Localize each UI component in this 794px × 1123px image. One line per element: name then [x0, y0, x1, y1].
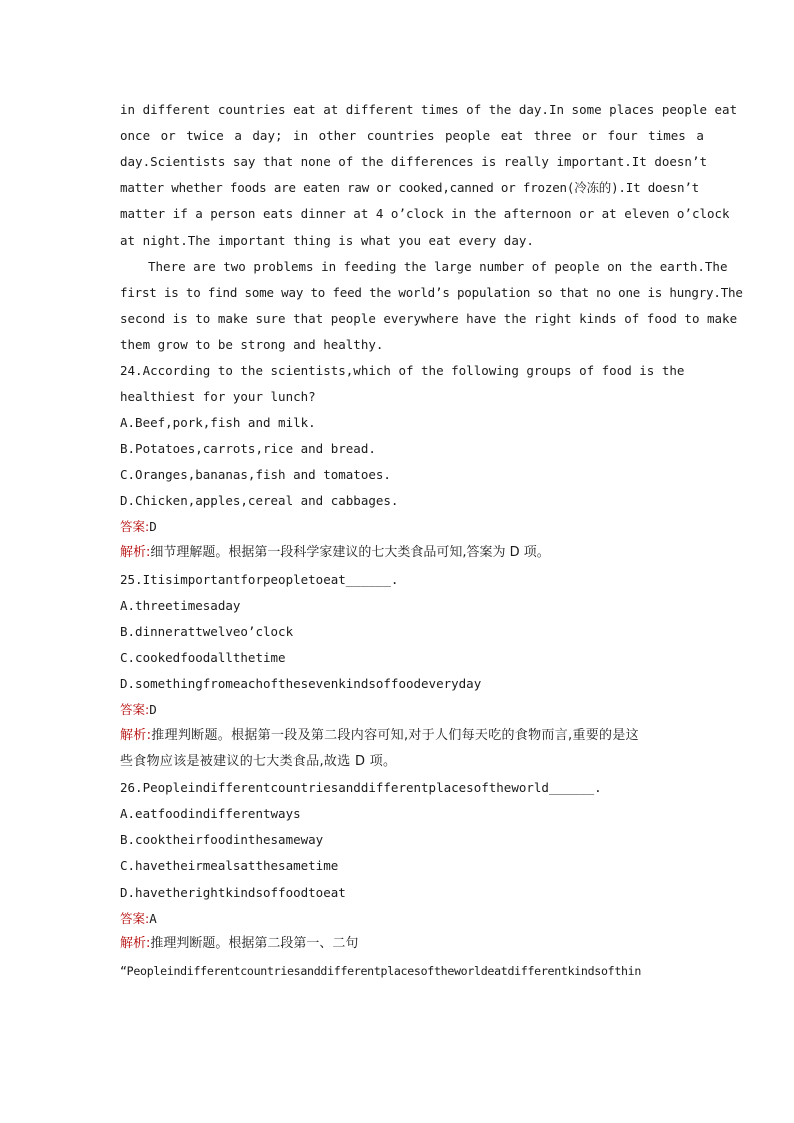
option-d: D.havetherightkindsoffoodtoeat: [120, 885, 346, 900]
question-stem: healthiest for your lunch?: [120, 389, 316, 404]
passage-line: There are two problems in feeding the large number of people on the earth.The: [148, 259, 728, 274]
analysis-line: [120, 545, 676, 561]
option-a: A.eatfoodindifferentways: [120, 806, 301, 821]
answer-line: [120, 702, 676, 718]
analysis-label: 解析:: [120, 936, 151, 951]
passage-line: in different countries eat at different times of the day.In some places people eat: [120, 102, 738, 117]
option-c: C.cookedfoodallthetime: [120, 650, 286, 665]
passage-line: at night.The important thing is what you eat every day.: [120, 233, 534, 248]
analysis-label: 解析:: [120, 545, 151, 560]
analysis-line: [120, 728, 676, 744]
question-stem: 24.According to the scientists,which of the following groups of food is the: [120, 363, 685, 378]
question-stem: 25.Itisimportantforpeopletoeat______.: [120, 572, 399, 587]
answer-value: D: [149, 519, 157, 534]
question-stem: 26.Peopleindifferentcountriesanddifferentplacesoftheworld______.: [120, 780, 602, 795]
option-a: A.Beef,pork,fish and milk.: [120, 415, 316, 430]
answer-label: 答案:: [120, 702, 150, 717]
option-b: B.Potatoes,carrots,rice and bread.: [120, 441, 376, 456]
passage-line: second is to make sure that people everywhere have the right kinds of food to make: [120, 311, 738, 326]
analysis-text: 推理判断题。根据第一段及第二段内容可知,对于人们每天吃的食物而言,重要的是这: [151, 728, 639, 743]
answer-value: D: [149, 702, 157, 717]
analysis-text: 细节理解题。根据第一段科学家建议的七大类食品可知,答案为 D 项。: [150, 545, 550, 560]
answer-value: A: [149, 911, 157, 926]
answer-line: [120, 519, 676, 535]
option-b: B.dinnerattwelveo’clock: [120, 624, 294, 639]
option-b: B.cooktheirfoodinthesameway: [120, 832, 324, 847]
answer-line: [120, 911, 676, 927]
analysis-line: “Peopleindifferentcountriesanddifferentplacesoftheworldeatdifferentkindsofthin: [120, 964, 642, 978]
analysis-text: 推理判断题。根据第二段第一、二句: [150, 936, 359, 951]
passage-line: them grow to be strong and healthy.: [120, 337, 384, 352]
option-a: A.threetimesaday: [120, 598, 241, 613]
analysis-line: [120, 936, 676, 952]
passage-line: matter whether foods are eaten raw or cooked,canned or frozen(冷冻的).It doesn’t: [120, 180, 699, 195]
option-c: C.havetheirmealsatthesametime: [120, 858, 339, 873]
passage-line: day.Scientists say that none of the differences is really important.It doesn’t: [120, 154, 707, 169]
option-d: D.Chicken,apples,cereal and cabbages.: [120, 493, 399, 508]
passage-line: matter if a person eats dinner at 4 o’clock in the afternoon or at eleven o’clock: [120, 206, 730, 221]
answer-label: 答案:: [120, 519, 150, 534]
passage-line: once or twice a day; in other countries people eat three or four times a: [120, 128, 704, 143]
analysis-line: 些食物应该是被建议的七大类食品,故选 D 项。: [120, 754, 397, 769]
option-c: C.Oranges,bananas,fish and tomatoes.: [120, 467, 391, 482]
analysis-label: 解析:: [120, 728, 152, 743]
option-d: D.somethingfromeachofthesevenkindsoffoodeveryday: [120, 676, 482, 691]
answer-label: 答案:: [120, 911, 150, 926]
passage-line: first is to find some way to feed the world’s population so that no one is hungry.The: [120, 285, 743, 300]
